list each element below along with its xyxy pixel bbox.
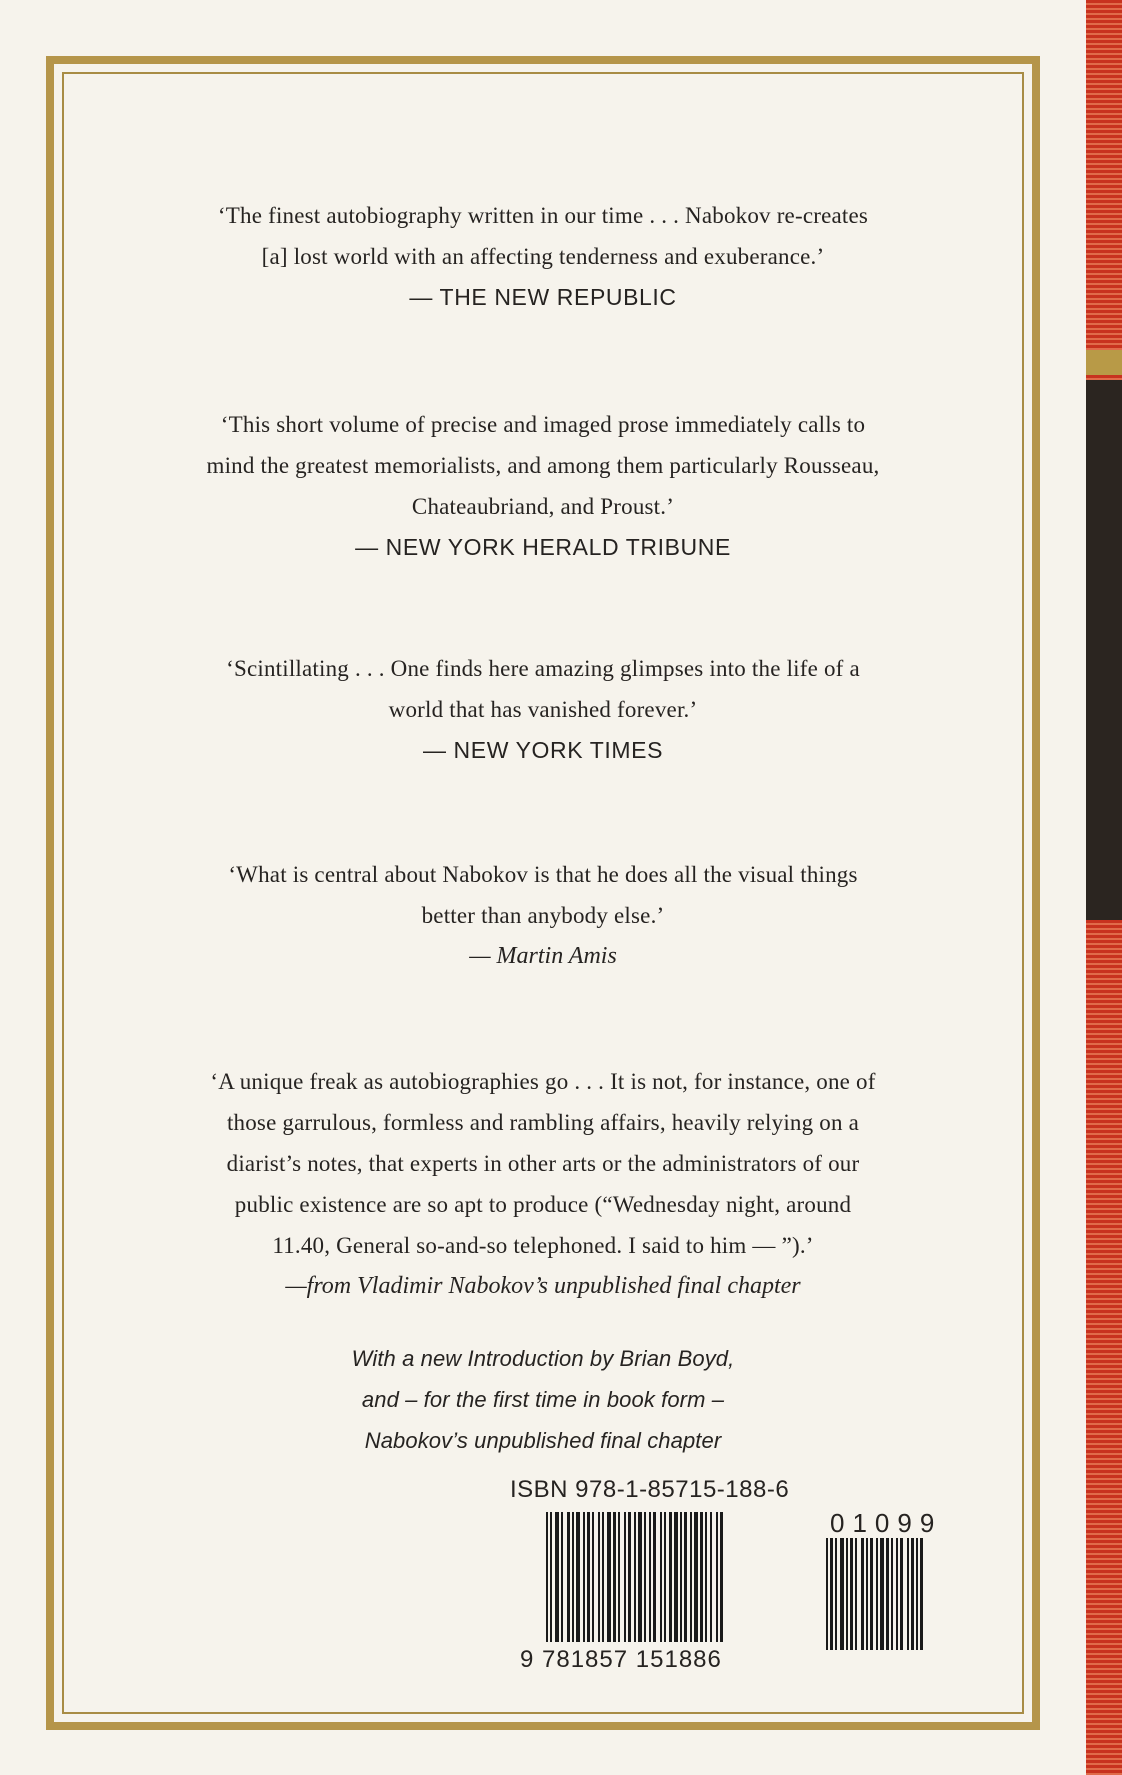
quote-line: ‘What is central about Nabokov is that he does all the visual things — [228, 862, 858, 887]
review-quote — [130, 404, 956, 568]
review-quotes — [130, 195, 956, 1461]
review-quote — [130, 195, 956, 318]
barcode-bar — [700, 1512, 703, 1642]
barcode-bar — [634, 1512, 636, 1642]
quote-source: —from Vladimir Nabokov’s unpublished final chapter — [285, 1273, 801, 1299]
barcode-bar — [638, 1512, 642, 1642]
barcode-bar — [660, 1512, 662, 1642]
ean-barcode — [546, 1512, 791, 1642]
barcode-bar — [546, 1512, 548, 1642]
barcode-bar — [840, 1538, 844, 1650]
quote-line: ‘A unique freak as autobiographies go . . . It is not, for instance, one of — [210, 1069, 876, 1094]
barcode-bar — [907, 1538, 909, 1650]
barcode-bar — [607, 1512, 611, 1642]
quote-line: world that has vanished forever.’ — [388, 697, 698, 722]
barcode-bar — [649, 1512, 651, 1642]
quote-line: [a] lost world with an affecting tenderness and exuberance.’ — [261, 244, 825, 269]
barcode-bar — [684, 1512, 687, 1642]
barcode-bar — [550, 1512, 552, 1642]
barcode-digits: 9 781857 151886 — [520, 1646, 722, 1673]
barcode-bar — [900, 1538, 903, 1650]
quote-source: — Martin Amis — [469, 943, 617, 969]
barcode-bar — [674, 1512, 678, 1642]
review-quote — [130, 1061, 956, 1307]
barcode-bar — [644, 1512, 646, 1642]
barcode-bar — [710, 1512, 712, 1642]
intro-line: Nabokov’s unpublished final chapter — [364, 1428, 722, 1453]
review-quote — [130, 648, 956, 771]
barcode-bar — [911, 1538, 914, 1650]
barcode-bar — [576, 1512, 580, 1642]
intro-line: With a new Introduction by Brian Boyd, — [351, 1346, 735, 1371]
spine-dark-panel — [1086, 380, 1122, 920]
barcode-bar — [602, 1512, 604, 1642]
barcode-bar — [861, 1538, 864, 1650]
quote-line: 11.40, General so-and-so telephoned. I said to him — ”).’ — [272, 1233, 814, 1258]
barcode-bar — [846, 1538, 848, 1650]
barcode-bar — [598, 1512, 600, 1642]
quote-line: diarist’s notes, that experts in other arts or the administrators of our — [226, 1151, 860, 1176]
price-addon-digits: 01099 — [830, 1508, 943, 1538]
quote-line: ‘This short volume of precise and imaged prose immediately calls to — [220, 412, 866, 437]
review-quote — [130, 854, 956, 977]
barcode-bar — [690, 1512, 692, 1642]
barcode-bar — [694, 1512, 698, 1642]
introduction-note — [130, 1338, 956, 1461]
barcode-bar — [613, 1512, 616, 1642]
barcode-bar — [916, 1538, 918, 1650]
quote-line: Chateaubriand, and Proust.’ — [411, 494, 675, 519]
barcode-bar — [855, 1538, 857, 1650]
quote-source: — NEW YORK HERALD TRIBUNE — [355, 534, 731, 560]
barcode-bar — [624, 1512, 626, 1642]
barcode-bar — [561, 1512, 563, 1642]
barcode-bar — [870, 1538, 873, 1650]
barcode-bar — [886, 1538, 889, 1650]
price-addon-barcode — [826, 1538, 948, 1650]
quote-line: better than anybody else.’ — [421, 903, 665, 928]
barcode-bar — [567, 1512, 570, 1642]
quote-source: — THE NEW REPUBLIC — [409, 284, 677, 310]
quote-source: — NEW YORK TIMES — [422, 737, 664, 763]
barcode-bar — [555, 1512, 559, 1642]
barcode-bar — [705, 1512, 707, 1642]
quote-line: ‘The finest autobiography written in our time . . . Nabokov re-creates — [217, 203, 869, 228]
barcode-bar — [716, 1512, 718, 1642]
barcode-bar — [680, 1512, 682, 1642]
barcode-bar — [664, 1512, 666, 1642]
barcode-bar — [835, 1538, 837, 1650]
barcode-bar — [618, 1512, 620, 1642]
barcode-bar — [572, 1512, 574, 1642]
barcode-bar — [896, 1538, 898, 1650]
quote-line: those garrulous, formless and rambling affairs, heavily relying on a — [226, 1110, 860, 1135]
quote-line: public existence are so apt to produce (“Wednesday night, around — [234, 1192, 852, 1217]
barcode-bar — [880, 1538, 884, 1650]
isbn-label: ISBN 978-1-85715-188-6 — [510, 1476, 790, 1503]
barcode-bar — [592, 1512, 594, 1642]
spine-gold-band — [1086, 350, 1122, 375]
quote-line: ‘Scintillating . . . One finds here amazing glimpses into the life of a — [226, 656, 860, 681]
barcode-bar — [669, 1512, 672, 1642]
barcode-bar — [587, 1512, 590, 1642]
barcode-bar — [830, 1538, 833, 1650]
barcode-bar — [583, 1512, 585, 1642]
barcode-bar — [850, 1538, 853, 1650]
barcode-bar — [920, 1538, 923, 1650]
barcode-bar — [826, 1538, 828, 1650]
quote-line: mind the greatest memorialists, and among them particularly Rousseau, — [206, 453, 880, 478]
barcode-bar — [891, 1538, 893, 1650]
barcode-bar — [866, 1538, 868, 1650]
intro-line: and – for the first time in book form – — [361, 1387, 725, 1412]
barcode-bar — [720, 1512, 723, 1642]
barcode-bar — [876, 1538, 878, 1650]
barcode-bar — [653, 1512, 656, 1642]
barcode-bar — [628, 1512, 631, 1642]
